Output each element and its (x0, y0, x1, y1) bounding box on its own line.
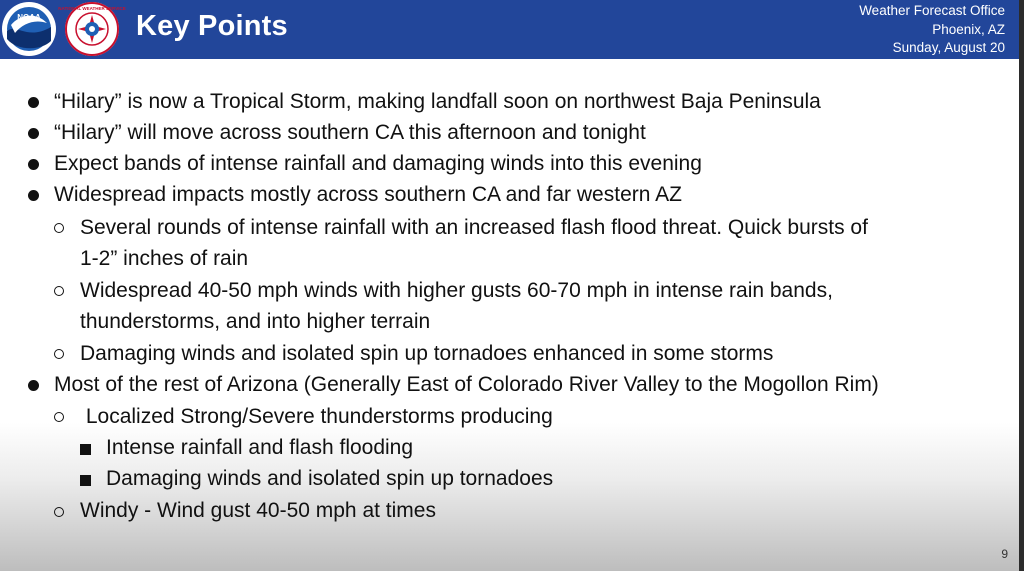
sub-bullet-item: Several rounds of intense rainfall with an increased flash flood threat. Quick bursts of (80, 216, 868, 239)
bullet-item: “Hilary” is now a Tropical Storm, making landfall soon on northwest Baja Peninsula (54, 90, 821, 113)
right-edge-strip (1019, 0, 1024, 571)
bullet-dot-icon (28, 128, 39, 139)
noaa-logo-icon (1, 1, 57, 57)
sub-sub-bullet-item: Intense rainfall and flash flooding (106, 436, 414, 459)
bullet-item: Widespread impacts mostly across southern CA and far western AZ (54, 183, 682, 206)
bullet-dot-icon (28, 380, 39, 391)
sub-bullet-item-continued: 1-2” inches of rain (80, 247, 249, 270)
office-name: Weather Forecast Office (859, 3, 1005, 18)
header-bar (0, 0, 1019, 59)
bullet-item: Expect bands of intense rainfall and damaging winds into this evening (54, 152, 702, 175)
sub-sub-bullet-square-icon (80, 475, 91, 486)
sub-bullet-item: Damaging winds and isolated spin up tornadoes enhanced in some storms (80, 342, 774, 365)
office-location: Phoenix, AZ (932, 21, 1005, 37)
sub-bullet-ring-icon (54, 223, 64, 233)
sub-bullet-ring-icon (54, 349, 64, 359)
sub-bullet-item: Widespread 40-50 mph winds with higher gusts 60-70 mph in intense rain bands, (80, 279, 833, 302)
nws-logo-icon (58, 1, 126, 57)
page-title: Key Points (136, 10, 288, 42)
bullet-dot-icon (28, 159, 39, 170)
sub-bullet-item: Windy - Wind gust 40-50 mph at times (80, 499, 436, 522)
bullet-item: Most of the rest of Arizona (Generally East of Colorado River Valley to the Mogollon Rim) (54, 373, 879, 396)
bullet-item: “Hilary” will move across southern CA this afternoon and tonight (54, 121, 646, 144)
page-number: 9 (1001, 547, 1008, 561)
sub-bullet-item: Localized Strong/Severe thunderstorms producing (80, 405, 553, 428)
nws-logo-text: NATIONAL WEATHER SERVICE (58, 6, 126, 11)
office-info (859, 2, 1005, 58)
bullet-dot-icon (28, 97, 39, 108)
sub-bullet-ring-icon (54, 286, 64, 296)
sub-sub-bullet-item: Damaging winds and isolated spin up tornadoes (106, 467, 554, 490)
sub-sub-bullet-square-icon (80, 444, 91, 455)
sub-bullet-item-continued: thunderstorms, and into higher terrain (80, 310, 431, 333)
bullet-dot-icon (28, 190, 39, 201)
sub-bullet-ring-icon (54, 507, 64, 517)
office-date: Sunday, August 20 (892, 40, 1005, 55)
noaa-logo-text: NOAA (17, 13, 41, 22)
sub-bullet-ring-icon (54, 412, 64, 422)
